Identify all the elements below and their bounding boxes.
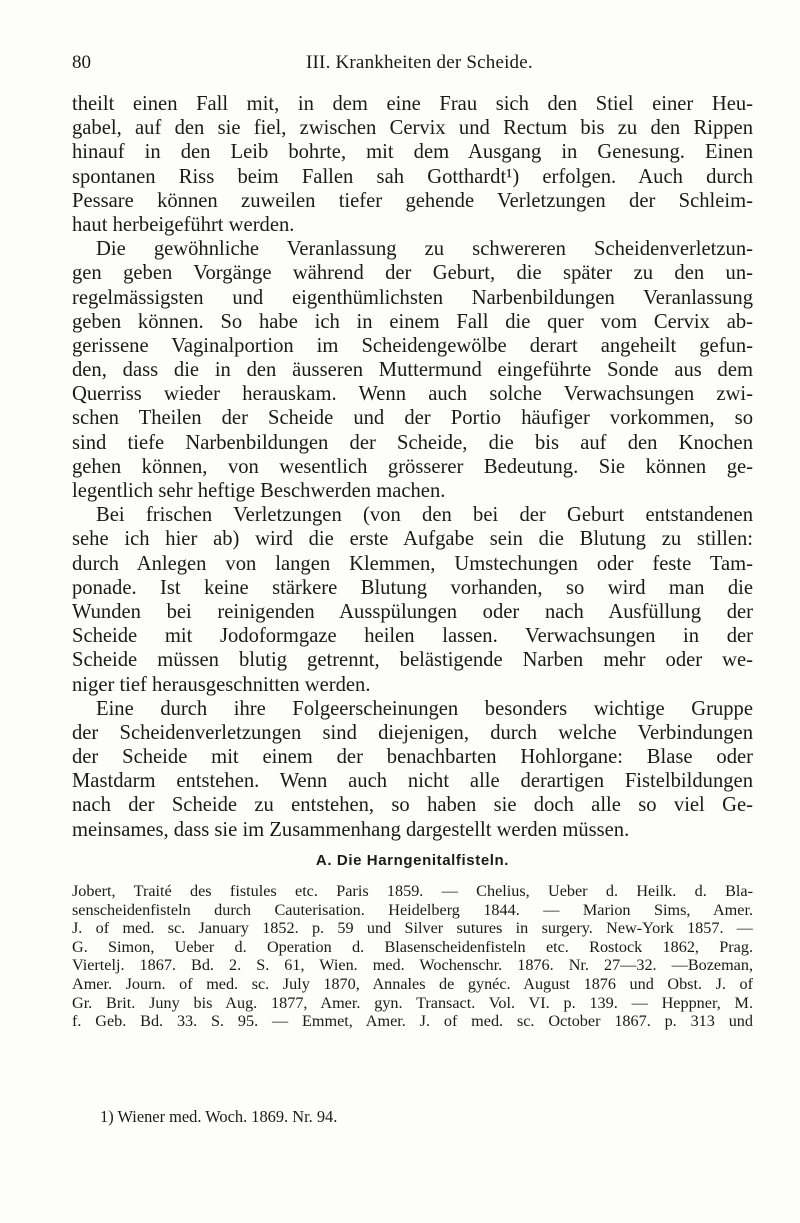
body-line: Die gewöhnliche Veranlassung zu schwereren Scheidenverletzun-	[96, 238, 753, 261]
body-line: schen Theilen der Scheide und der Portio häufiger vorkommen, so	[72, 407, 753, 430]
body-line: meinsames, dass sie im Zusammenhang dargestellt werden müssen.	[72, 818, 630, 841]
reference-line: Viertelj. 1867. Bd. 2. S. 61, Wien. med. Wochenschr. 1876. Nr. 27—32. —Bozeman,	[72, 956, 753, 975]
reference-line: Amer. Journ. of med. sc. July 1870, Annales de gynéc. August 1876 und Obst. J. of	[72, 974, 753, 993]
body-line: Mastdarm entstehen. Wenn auch nicht alle derartigen Fistelbildungen	[72, 770, 753, 793]
reference-line: senscheidenfisteln durch Cauterisation. Heidelberg 1844. — Marion Sims, Amer.	[72, 900, 753, 919]
body-line: gerissene Vaginalportion im Scheidengewölbe derart angeheilt gefun-	[72, 334, 753, 357]
body-line: Scheide müssen blutig getrennt, belästigende Narben mehr oder we-	[72, 649, 753, 672]
page-number: 80	[72, 52, 91, 73]
running-head: III. Krankheiten der Scheide.	[306, 52, 533, 73]
body-text	[72, 92, 753, 842]
reference-line: Jobert, Traité des fistules etc. Paris 1859. — Chelius, Ueber d. Heilk. d. Bla-	[72, 882, 753, 900]
body-line: ponade. Ist keine stärkere Blutung vorhanden, so wird man die	[72, 576, 753, 599]
body-line: theilt einen Fall mit, in dem eine Frau sich den Stiel einer Heu-	[72, 93, 753, 115]
body-line: gen geben Vorgänge während der Geburt, die später zu den un-	[72, 262, 753, 285]
body-line: Querriss wieder herauskam. Wenn auch solche Verwachsungen zwi-	[72, 383, 753, 406]
body-line: gehen können, von wesentlich grösserer Bedeutung. Sie können ge-	[72, 455, 753, 478]
body-line: der Scheide mit einem der benachbarten Hohlorgane: Blase oder	[72, 746, 753, 769]
body-line: geben können. So habe ich in einem Fall die quer vom Cervix ab-	[72, 310, 753, 333]
body-line: sehe ich hier ab) wird die erste Aufgabe sein die Blutung zu stillen:	[72, 528, 753, 551]
body-line: sind tiefe Narbenbildungen der Scheide, die bis auf den Knochen	[72, 431, 753, 454]
body-line: Pessare können zuweilen tiefer gehende Verletzungen der Schleim-	[72, 189, 753, 212]
body-line: hinauf in den Leib bohrte, mit dem Ausgang in Genesung. Einen	[72, 141, 753, 164]
body-line: Wunden bei reinigenden Ausspülungen oder nach Ausfüllung der	[72, 600, 753, 623]
reference-line: G. Simon, Ueber d. Operation d. Blasenscheidenfisteln etc. Rostock 1862, Prag.	[72, 937, 753, 956]
body-line: haut herbeigeführt werden.	[72, 213, 295, 236]
bibliography	[72, 882, 753, 1031]
footnote: 1) Wiener med. Woch. 1869. Nr. 94.	[100, 1107, 338, 1126]
reference-line: f. Geb. Bd. 33. S. 95. — Emmet, Amer. J. of med. sc. October 1867. p. 313 und	[72, 1012, 753, 1031]
reference-line: Gr. Brit. Juny bis Aug. 1877, Amer. gyn. Transact. Vol. VI. p. 139. — Heppner, M.	[72, 993, 753, 1012]
page-header	[72, 52, 752, 76]
body-line: gabel, auf den sie fiel, zwischen Cervix und Rectum bis zu den Rippen	[72, 117, 753, 140]
body-line: Bei frischen Verletzungen (von den bei der Geburt entstandenen	[96, 504, 753, 527]
body-line: legentlich sehr heftige Beschwerden machen.	[72, 480, 446, 502]
reference-line: J. of med. sc. January 1852. p. 59 und Silver sutures in surgery. New-York 1857. —	[72, 919, 753, 938]
body-line: niger tief herausgeschnitten werden.	[72, 673, 371, 696]
body-line: den, dass die in den äusseren Muttermund eingeführte Sonde aus dem	[72, 359, 753, 382]
body-line: nach der Scheide zu entstehen, so haben sie doch alle so viel Ge-	[72, 794, 753, 817]
body-line: Eine durch ihre Folgeerscheinungen besonders wichtige Gruppe	[96, 697, 753, 720]
body-line: der Scheidenverletzungen sind diejenigen, durch welche Verbindungen	[72, 721, 753, 744]
section-heading: A. Die Harngenitalfisteln.	[315, 852, 510, 869]
body-line: durch Anlegen von langen Klemmen, Umstechungen oder feste Tam-	[72, 552, 753, 575]
body-line: regelmässigsten und eigenthümlichsten Narbenbildungen Veranlassung	[72, 286, 753, 309]
body-line: spontanen Riss beim Fallen sah Gotthardt¹) erfolgen. Auch durch	[72, 165, 753, 188]
body-line: Scheide mit Jodoformgaze heilen lassen. Verwachsungen in der	[72, 625, 753, 648]
